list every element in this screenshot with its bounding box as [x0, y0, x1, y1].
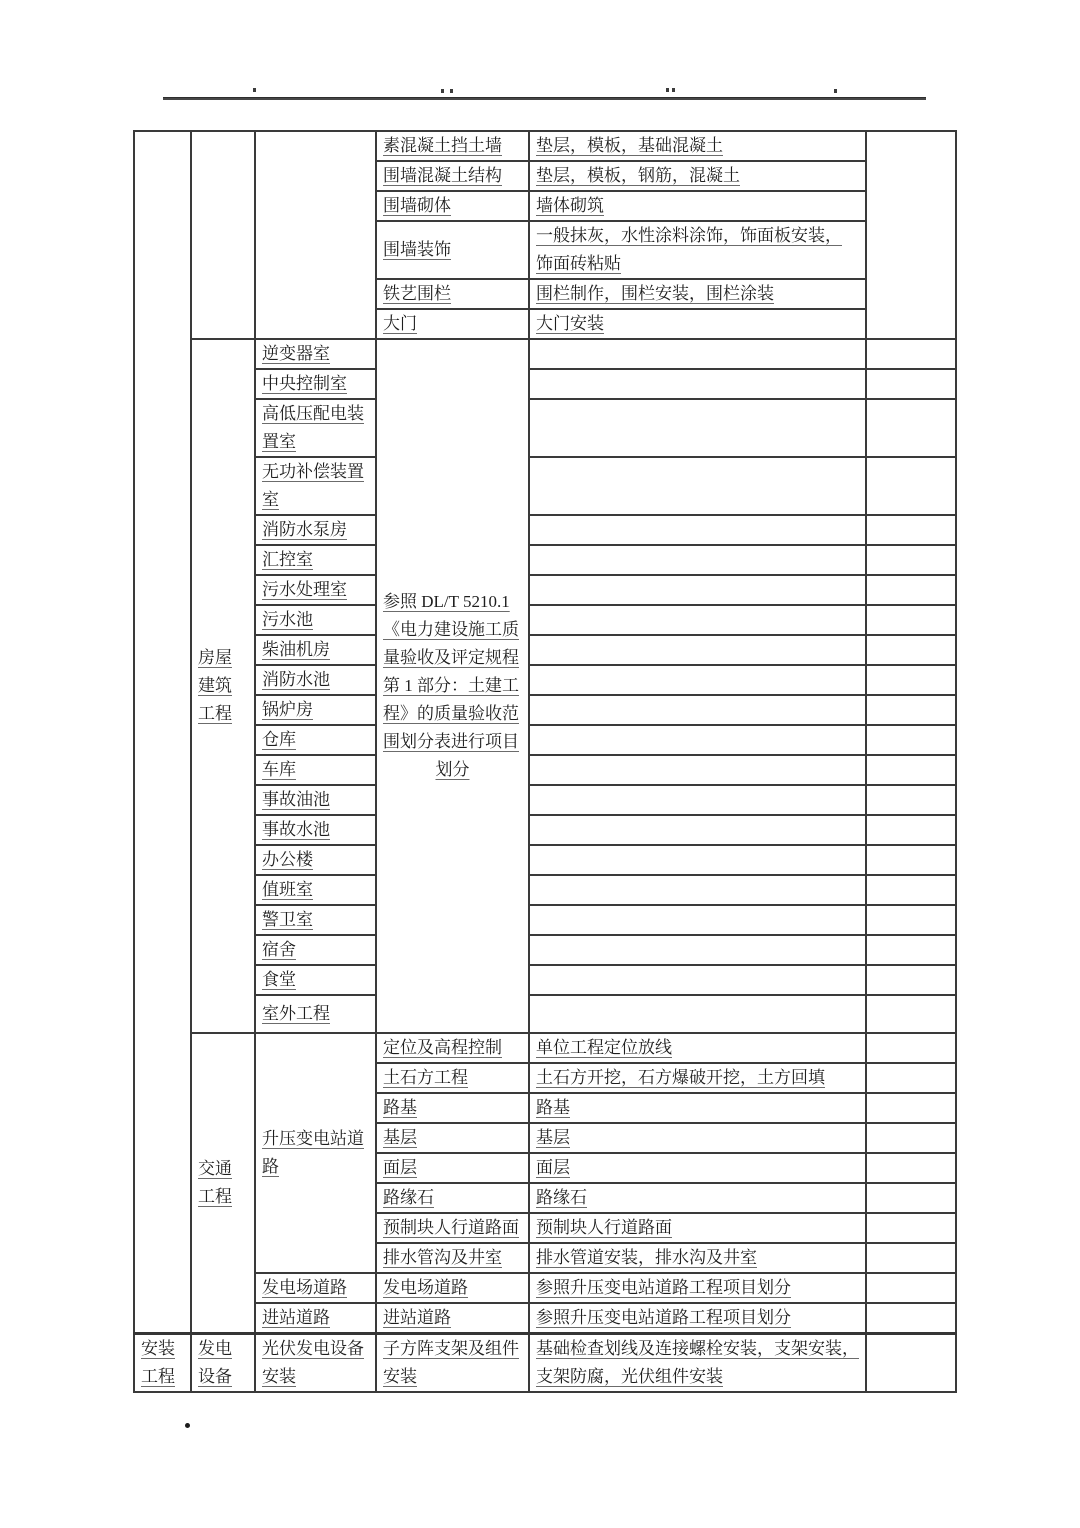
- category-cell-building: 房屋 建筑 工程: [191, 339, 255, 1033]
- empty-cell: [529, 635, 866, 665]
- table-row: [134, 815, 956, 845]
- table-row: [134, 935, 956, 965]
- empty-cell: [529, 515, 866, 545]
- room-cell: 消防水泵房: [255, 515, 376, 545]
- room-cell: 室外工程: [255, 995, 376, 1033]
- table-row: [134, 725, 956, 755]
- room-cell: 办公楼: [255, 845, 376, 875]
- empty-cell: [866, 1183, 956, 1213]
- table-row: [134, 1273, 956, 1303]
- road-group-cell: 升压变电站道 路: [255, 1033, 376, 1273]
- road-group-cell: 发电场道路: [255, 1273, 376, 1303]
- empty-cell: [866, 995, 956, 1033]
- process-cell: 预制块人行道路面: [529, 1213, 866, 1243]
- empty-cell: [866, 605, 956, 635]
- empty-cell: [866, 1243, 956, 1273]
- process-cell: 路缘石: [529, 1183, 866, 1213]
- empty-cell: [866, 1334, 956, 1393]
- room-cell: 事故油池: [255, 785, 376, 815]
- empty-cell: [866, 845, 956, 875]
- process-cell: 围栏制作，围栏安装，围栏涂装: [529, 279, 866, 309]
- division-cell: 进站道路: [376, 1303, 529, 1334]
- empty-cell: [529, 965, 866, 995]
- empty-cell: [866, 131, 956, 339]
- division-cell: 基层: [376, 1123, 529, 1153]
- process-cell: 一般抹灰，水性涂料涂饰，饰面板安装， 饰面砖粘贴: [529, 221, 866, 279]
- empty-cell: [866, 1033, 956, 1063]
- empty-cell: [866, 1213, 956, 1243]
- empty-cell: [866, 369, 956, 399]
- table-row: [134, 369, 956, 399]
- table-row: [134, 575, 956, 605]
- division-cell: 面层: [376, 1153, 529, 1183]
- process-cell: 大门安装: [529, 309, 866, 339]
- division-cell: 路缘石: [376, 1183, 529, 1213]
- process-cell: 排水管道安装，排水沟及井室: [529, 1243, 866, 1273]
- empty-cell: [866, 1093, 956, 1123]
- table-row: [134, 785, 956, 815]
- room-cell: 值班室: [255, 875, 376, 905]
- process-cell: 单位工程定位放线: [529, 1033, 866, 1063]
- process-cell: 垫层，模板，基础混凝土: [529, 131, 866, 161]
- empty-cell: [866, 457, 956, 515]
- division-cell: 发电场道路: [376, 1273, 529, 1303]
- table-row: [134, 995, 956, 1033]
- table-row: [134, 605, 956, 635]
- table-row: [134, 339, 956, 369]
- empty-cell: [529, 935, 866, 965]
- empty-cell: [866, 545, 956, 575]
- empty-cell: [866, 1153, 956, 1183]
- empty-cell: [866, 725, 956, 755]
- table-row: [134, 131, 956, 161]
- division-cell: 大门: [376, 309, 529, 339]
- table-row: [134, 635, 956, 665]
- room-cell: 事故水池: [255, 815, 376, 845]
- empty-cell: [866, 1123, 956, 1153]
- room-cell: 光伏发电设备 安装: [255, 1334, 376, 1393]
- empty-cell: [529, 339, 866, 369]
- project-division-table: [133, 130, 957, 1393]
- empty-cell: [866, 635, 956, 665]
- empty-cell: [529, 995, 866, 1033]
- empty-cell: [529, 785, 866, 815]
- category-cell-traffic: 交通 工程: [191, 1033, 255, 1334]
- process-cell: 基础检查划线及连接螺栓安装，支架安装， 支架防腐，光伏组件安装: [529, 1334, 866, 1393]
- empty-cell: [529, 399, 866, 457]
- empty-cell: [529, 725, 866, 755]
- header-artifact-dot: [441, 89, 444, 93]
- header-artifact-dot: [450, 89, 453, 93]
- process-cell: 墙体砌筑: [529, 191, 866, 221]
- table-row: [134, 1303, 956, 1334]
- room-cell: 车库: [255, 755, 376, 785]
- empty-cell: [255, 131, 376, 339]
- empty-cell: [134, 131, 191, 1334]
- process-cell: 参照升压变电站道路工程项目划分: [529, 1303, 866, 1334]
- empty-cell: [866, 965, 956, 995]
- category-cell-equipment: 发电 设备: [191, 1334, 255, 1393]
- room-cell: 汇控室: [255, 545, 376, 575]
- reference-note-cell: 参照 DL/T 5210.1 《电力建设施工质 量验收及评定规程 第 1 部分：土建工 程》的质量验收范 围划分表进行项目 划分: [376, 339, 529, 1033]
- empty-cell: [866, 695, 956, 725]
- division-cell: 素混凝土挡土墙: [376, 131, 529, 161]
- road-group-cell: 进站道路: [255, 1303, 376, 1334]
- empty-cell: [866, 665, 956, 695]
- empty-cell: [529, 905, 866, 935]
- division-cell: 围墙混凝土结构: [376, 161, 529, 191]
- division-cell: 预制块人行道路面: [376, 1213, 529, 1243]
- table-row: [134, 545, 956, 575]
- empty-cell: [866, 339, 956, 369]
- process-cell: 垫层，模板，钢筋，混凝土: [529, 161, 866, 191]
- header-artifact-dot: [253, 88, 256, 92]
- table-row: [134, 695, 956, 725]
- room-cell: 仓库: [255, 725, 376, 755]
- empty-cell: [529, 815, 866, 845]
- division-cell: 土石方工程: [376, 1063, 529, 1093]
- table-row: [134, 1334, 956, 1393]
- process-cell: 参照升压变电站道路工程项目划分: [529, 1273, 866, 1303]
- division-cell: 围墙砌体: [376, 191, 529, 221]
- process-cell: 基层: [529, 1123, 866, 1153]
- empty-cell: [866, 935, 956, 965]
- division-cell: 排水管沟及井室: [376, 1243, 529, 1273]
- room-cell: 无功补偿装置 室: [255, 457, 376, 515]
- empty-cell: [866, 785, 956, 815]
- process-cell: 土石方开挖，石方爆破开挖，土方回填: [529, 1063, 866, 1093]
- table-row: [134, 399, 956, 457]
- empty-cell: [866, 1303, 956, 1334]
- empty-cell: [529, 575, 866, 605]
- empty-cell: [529, 875, 866, 905]
- process-cell: 路基: [529, 1093, 866, 1123]
- empty-cell: [529, 545, 866, 575]
- empty-cell: [866, 905, 956, 935]
- empty-cell: [866, 1273, 956, 1303]
- table-row: [134, 1033, 956, 1063]
- empty-cell: [191, 131, 255, 339]
- empty-cell: [529, 845, 866, 875]
- header-artifact-dot: [834, 89, 837, 93]
- division-cell: 路基: [376, 1093, 529, 1123]
- division-cell: 子方阵支架及组件 安装: [376, 1334, 529, 1393]
- room-cell: 食堂: [255, 965, 376, 995]
- empty-cell: [866, 575, 956, 605]
- table-row: [134, 965, 956, 995]
- empty-cell: [866, 815, 956, 845]
- room-cell: 柴油机房: [255, 635, 376, 665]
- division-cell: 定位及高程控制: [376, 1033, 529, 1063]
- header-artifact-dot: [666, 88, 669, 92]
- empty-cell: [529, 665, 866, 695]
- empty-cell: [529, 695, 866, 725]
- room-cell: 高低压配电装 置室: [255, 399, 376, 457]
- table-row: [134, 875, 956, 905]
- empty-cell: [866, 399, 956, 457]
- table-row: [134, 905, 956, 935]
- empty-cell: [866, 515, 956, 545]
- table-row: [134, 665, 956, 695]
- room-cell: 消防水池: [255, 665, 376, 695]
- room-cell: 逆变器室: [255, 339, 376, 369]
- table-row: [134, 755, 956, 785]
- empty-cell: [866, 755, 956, 785]
- division-cell: 铁艺围栏: [376, 279, 529, 309]
- division-cell: 围墙装饰: [376, 221, 529, 279]
- header-artifact-dot: [672, 88, 675, 92]
- room-cell: 锅炉房: [255, 695, 376, 725]
- empty-cell: [529, 369, 866, 399]
- page-header-rule: [163, 97, 926, 100]
- room-cell: 污水池: [255, 605, 376, 635]
- room-cell: 宿舍: [255, 935, 376, 965]
- empty-cell: [866, 875, 956, 905]
- table-row: [134, 515, 956, 545]
- stray-bullet-dot: [185, 1423, 190, 1428]
- room-cell: 警卫室: [255, 905, 376, 935]
- process-cell: 面层: [529, 1153, 866, 1183]
- room-cell: 污水处理室: [255, 575, 376, 605]
- category-cell-install: 安装 工程: [134, 1334, 191, 1393]
- empty-cell: [866, 1063, 956, 1093]
- table-row: [134, 457, 956, 515]
- empty-cell: [529, 605, 866, 635]
- empty-cell: [529, 755, 866, 785]
- table-row: [134, 845, 956, 875]
- room-cell: 中央控制室: [255, 369, 376, 399]
- empty-cell: [529, 457, 866, 515]
